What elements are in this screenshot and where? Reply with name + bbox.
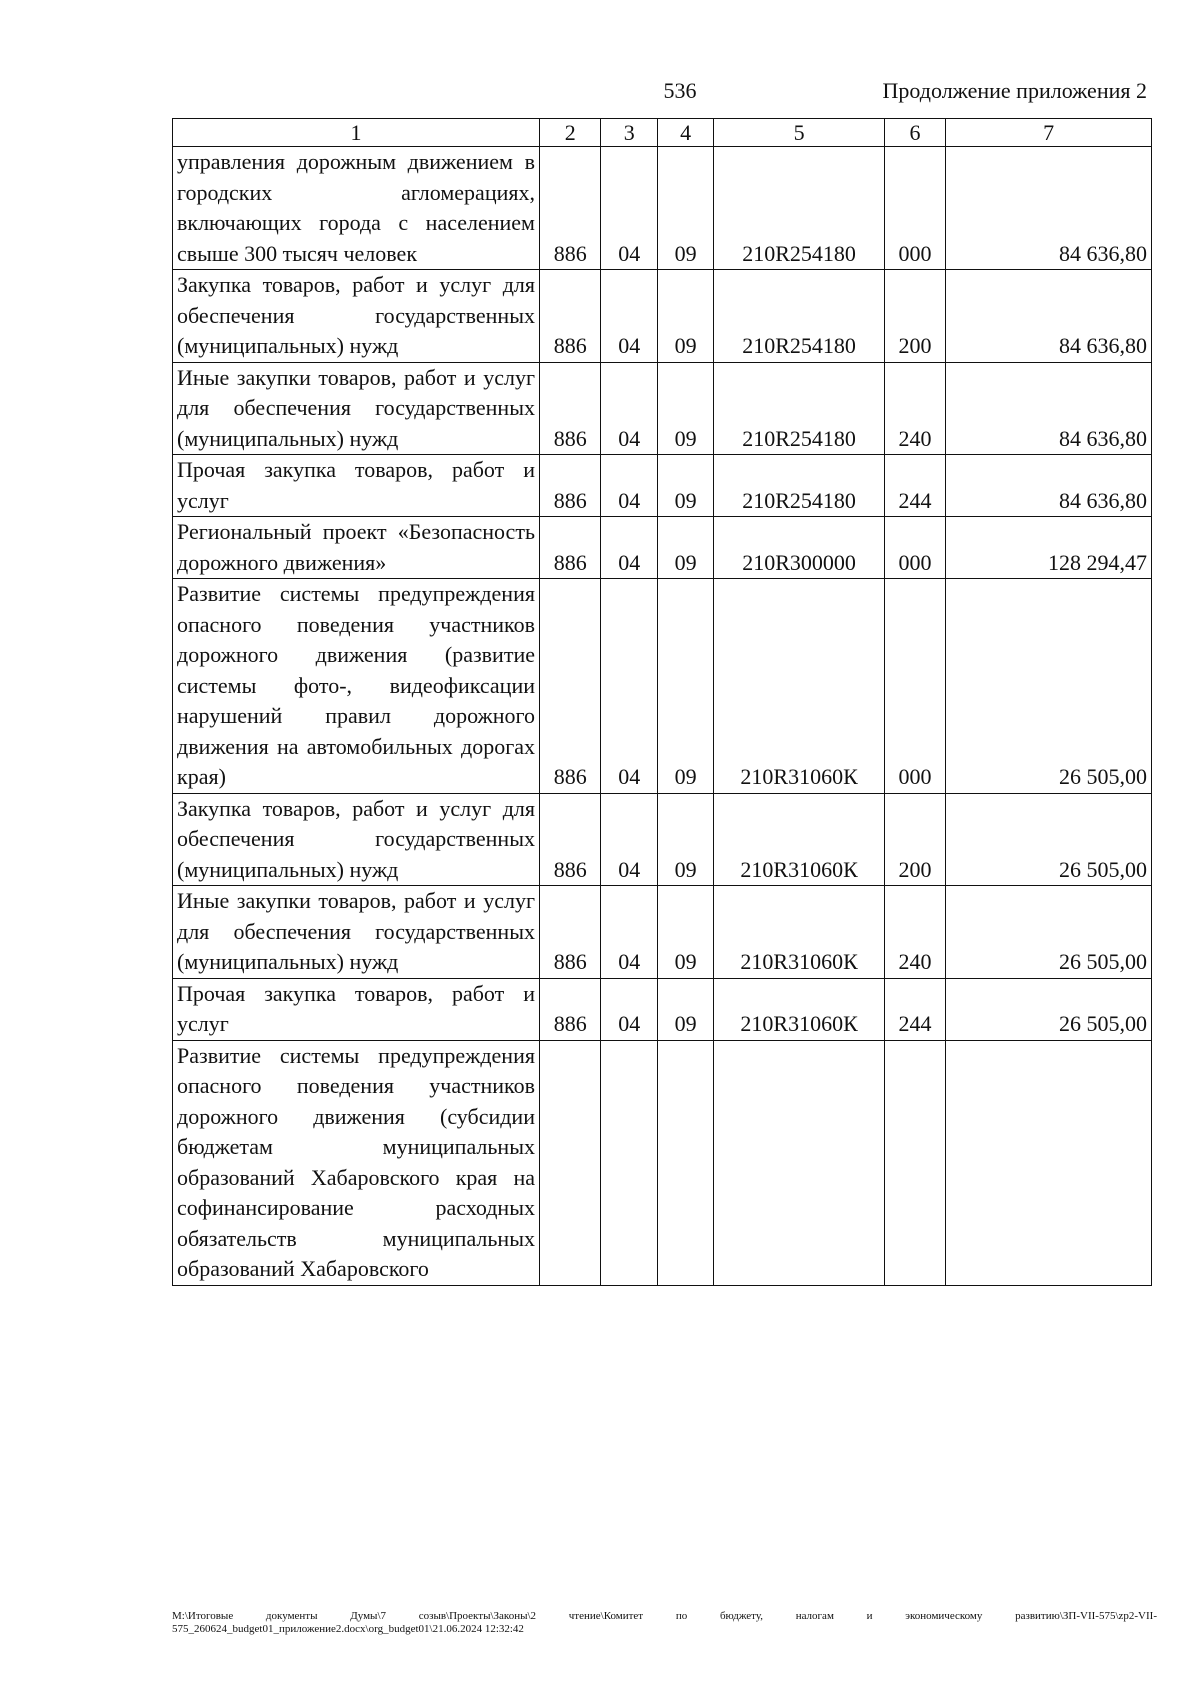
- cell-expense-type: 200: [884, 270, 946, 363]
- cell-expense-type: 240: [884, 362, 946, 455]
- cell-admin-code: 886: [539, 270, 601, 363]
- page-number: 536: [663, 78, 697, 103]
- cell-target-item: 210R254180: [714, 362, 884, 455]
- cell-subsection: 09: [657, 886, 713, 979]
- cell-admin-code: 886: [539, 886, 601, 979]
- cell-section: 04: [601, 147, 657, 270]
- cell-subsection: 09: [657, 455, 713, 517]
- table-row: [173, 362, 1152, 455]
- cell-expense-type: 200: [884, 793, 946, 886]
- cell-target-item: 210R31060К: [714, 793, 884, 886]
- cell-amount: 128 294,47: [946, 517, 1152, 579]
- cell-amount: 26 505,00: [946, 978, 1152, 1040]
- budget-table: [172, 118, 1152, 1286]
- column-header: 3: [601, 119, 657, 147]
- cell-admin-code: 886: [539, 362, 601, 455]
- table-header-row: [173, 119, 1152, 147]
- cell-subsection: 09: [657, 517, 713, 579]
- cell-amount: 84 636,80: [946, 147, 1152, 270]
- document-path-footer: М:\Итоговые документы Думы\7 созыв\Проекты\Законы\2 чтение\Комитет по бюджету, налогам и экономическому развитию\ЗП-VII-575\zp2-VII-575_260624_budget01_приложение2.docx\org_budget01\21.06.2024 12:32:42: [172, 1610, 1157, 1635]
- cell-subsection: 09: [657, 362, 713, 455]
- row-name: Региональный проект «Безопасность дорожного движения»: [173, 517, 540, 579]
- cell-target-item: 210R254180: [714, 270, 884, 363]
- row-name: Развитие системы предупреждения опасного поведения участников дорожного движения (развитие системы фото-, видеофиксации нарушений правил дорожного движения на автомобильных дорогах края): [173, 579, 540, 794]
- column-header: 1: [173, 119, 540, 147]
- table-row: [173, 978, 1152, 1040]
- column-header: 2: [539, 119, 601, 147]
- cell-subsection: 09: [657, 978, 713, 1040]
- cell-target-item: 210R31060К: [714, 978, 884, 1040]
- cell-section: 04: [601, 886, 657, 979]
- row-name: Иные закупки товаров, работ и услуг для обеспечения государственных (муниципальных) нужд: [173, 886, 540, 979]
- cell-amount: 84 636,80: [946, 362, 1152, 455]
- cell-admin-code: [539, 1040, 601, 1285]
- cell-expense-type: 244: [884, 978, 946, 1040]
- cell-target-item: [714, 1040, 884, 1285]
- cell-admin-code: 886: [539, 978, 601, 1040]
- row-name: Закупка товаров, работ и услуг для обеспечения государственных (муниципальных) нужд: [173, 270, 540, 363]
- cell-subsection: 09: [657, 147, 713, 270]
- cell-subsection: [657, 1040, 713, 1285]
- row-name: Иные закупки товаров, работ и услуг для обеспечения государственных (муниципальных) нужд: [173, 362, 540, 455]
- table-row: [173, 455, 1152, 517]
- row-name: Прочая закупка товаров, работ и услуг: [173, 455, 540, 517]
- column-header: 6: [884, 119, 946, 147]
- cell-expense-type: 000: [884, 517, 946, 579]
- column-header: 7: [946, 119, 1152, 147]
- cell-expense-type: 240: [884, 886, 946, 979]
- cell-target-item: 210R254180: [714, 147, 884, 270]
- cell-amount: 84 636,80: [946, 455, 1152, 517]
- cell-admin-code: 886: [539, 793, 601, 886]
- table-row: [173, 793, 1152, 886]
- row-name: Развитие системы предупреждения опасного поведения участников дорожного движения (субсидии бюджетам муниципальных образований Хабаровского края на софинансирование расходных обязательств муниципальных образований Хабаровского: [173, 1040, 540, 1285]
- cell-expense-type: 244: [884, 455, 946, 517]
- cell-expense-type: 000: [884, 579, 946, 794]
- cell-section: 04: [601, 517, 657, 579]
- table-row: [173, 270, 1152, 363]
- cell-admin-code: 886: [539, 147, 601, 270]
- cell-section: 04: [601, 362, 657, 455]
- row-name: Закупка товаров, работ и услуг для обеспечения государственных (муниципальных) нужд: [173, 793, 540, 886]
- cell-admin-code: 886: [539, 455, 601, 517]
- cell-subsection: 09: [657, 579, 713, 794]
- cell-expense-type: [884, 1040, 946, 1285]
- table-body: [173, 147, 1152, 1286]
- cell-admin-code: 886: [539, 579, 601, 794]
- cell-target-item: 210R31060К: [714, 886, 884, 979]
- table-row: [173, 579, 1152, 794]
- cell-amount: 26 505,00: [946, 793, 1152, 886]
- column-header: 4: [657, 119, 713, 147]
- cell-section: 04: [601, 793, 657, 886]
- cell-section: [601, 1040, 657, 1285]
- cell-expense-type: 000: [884, 147, 946, 270]
- cell-amount: [946, 1040, 1152, 1285]
- cell-subsection: 09: [657, 270, 713, 363]
- row-name: Прочая закупка товаров, работ и услуг: [173, 978, 540, 1040]
- table-row: [173, 886, 1152, 979]
- cell-amount: 84 636,80: [946, 270, 1152, 363]
- column-header: 5: [714, 119, 884, 147]
- table-row: [173, 517, 1152, 579]
- cell-section: 04: [601, 579, 657, 794]
- cell-subsection: 09: [657, 793, 713, 886]
- cell-target-item: 210R31060К: [714, 579, 884, 794]
- cell-amount: 26 505,00: [946, 579, 1152, 794]
- row-name: управления дорожным движением в городских агломерациях, включающих города с населением свыше 300 тысяч человек: [173, 147, 540, 270]
- continuation-label: Продолжение приложения 2: [882, 78, 1147, 103]
- table-row: [173, 147, 1152, 270]
- table-row: [173, 1040, 1152, 1285]
- cell-section: 04: [601, 455, 657, 517]
- cell-amount: 26 505,00: [946, 886, 1152, 979]
- cell-target-item: 210R300000: [714, 517, 884, 579]
- cell-section: 04: [601, 270, 657, 363]
- cell-target-item: 210R254180: [714, 455, 884, 517]
- cell-admin-code: 886: [539, 517, 601, 579]
- cell-section: 04: [601, 978, 657, 1040]
